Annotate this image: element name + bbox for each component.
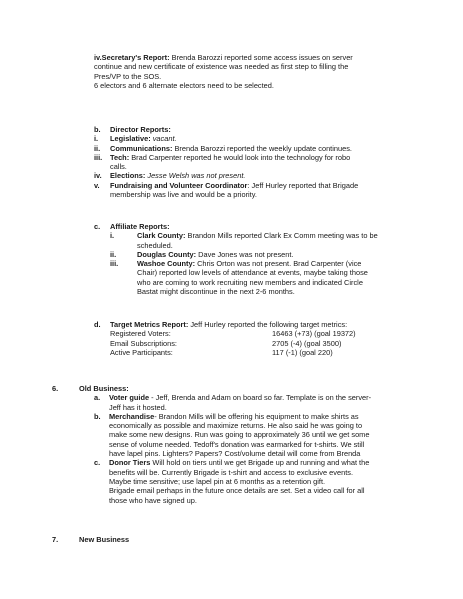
old-business-item-continuation: [52, 477, 432, 486]
new-business: [52, 535, 252, 544]
old-business: [52, 384, 432, 505]
metrics-label: Active Participants:: [110, 347, 173, 357]
continuation-text: sense of volume needed. Tedoff's donation was earmarked for t-shirts. We still: [109, 439, 365, 449]
director-reports: [94, 125, 434, 199]
metrics-value: 2705 (-4) (goal 3500): [272, 338, 342, 348]
affiliate-heading-row: [94, 222, 434, 231]
continuation-text: make some new designs. Run was going to approximately 36 until we get some: [109, 430, 370, 440]
director-item-text: Communications: Brenda Barozzi reported the weekly update continues.: [110, 143, 352, 153]
affiliate-item-text: Clark County: Brandon Mills reported Clark Ex Comm meeting was to be: [137, 231, 378, 241]
secretary-line-2: continue and new certificate of existence was needed as first step to filling the: [94, 62, 349, 72]
director-item-tech: [94, 153, 434, 162]
affiliate-item-continuation: who are coming to work recruiting new members and indicated Circle: [137, 277, 363, 287]
old-business-item-continuation: [52, 486, 432, 495]
affiliate-reports: [94, 222, 434, 296]
old-business-item-marker: c.: [94, 458, 101, 468]
affiliate-marker: c.: [94, 222, 101, 231]
director-item-text: Tech: Brad Carpenter reported he would look into the technology for robo: [110, 152, 351, 162]
affiliate-item-washoe-cont: [94, 278, 434, 287]
old-business-item-voter-guide: [52, 393, 432, 402]
old-business-item-continuation: [52, 421, 432, 430]
affiliate-item-douglas: [94, 250, 434, 259]
metrics-value: 16463 (+73) (goal 19372): [272, 329, 356, 339]
affiliate-item-continuation: Bastat might discontinue in the next 2-6 months.: [137, 287, 295, 297]
old-business-item-text: Voter guide - Jeff, Brenda and Adam on board so far. Template is on the server-: [109, 393, 372, 403]
secretary-line-3: Pres/VP to the SOS.: [94, 71, 162, 81]
affiliate-item-text: Douglas County: Dave Jones was not present.: [137, 249, 294, 259]
continuation-text: benefits will be. Currently Brigade is t-shirt and access to exclusive events.: [109, 467, 353, 477]
old-business-item-continuation: [52, 403, 432, 412]
director-heading-row: [94, 125, 434, 134]
director-item-num: ii.: [94, 143, 101, 153]
affiliate-item-text: Washoe County: Chris Orton was not present. Brad Carpenter (vice: [137, 259, 362, 269]
metrics-heading-row: [94, 320, 434, 329]
old-business-item-continuation: [52, 496, 432, 505]
director-item-continuation: membership was live and would be a priority.: [110, 190, 257, 200]
director-item-tech-cont: [94, 162, 434, 171]
director-item-text: Elections: Jesse Welsh was not present.: [110, 171, 246, 181]
affiliate-item-washoe-cont: [94, 268, 434, 277]
affiliate-item-clark: [94, 231, 434, 240]
old-business-heading-row: [52, 384, 432, 393]
director-item-legislative: [94, 134, 434, 143]
metrics-label: Registered Voters:: [110, 329, 171, 339]
metrics-label: Email Subscriptions:: [110, 338, 177, 348]
continuation-text: Maybe time sensitive; use lapel pin at 6 months as a retention gift.: [109, 476, 326, 486]
continuation-text: have lapel pins. Lighters? Papers? Cost/volume detail will come from Brenda: [109, 449, 361, 459]
affiliate-item-clark-cont: [94, 241, 434, 250]
continuation-text: economically as possible and maximize returns. He also said he was going to: [109, 421, 363, 431]
old-business-item-merchandise: [52, 412, 432, 421]
new-business-num: 7.: [52, 535, 59, 544]
affiliate-item-num: i.: [110, 231, 115, 241]
director-item-num: iv.: [94, 171, 102, 181]
old-business-heading: Old Business:: [79, 384, 129, 393]
affiliate-item-washoe-cont: [94, 287, 434, 296]
director-item-num: iii.: [94, 152, 103, 162]
old-business-num: 6.: [52, 384, 59, 393]
secretary-line-4: 6 electors and 6 alternate electors need to be selected.: [94, 80, 274, 90]
continuation-text: Jeff has it hosted.: [109, 402, 167, 412]
metrics-heading: Target Metrics Report: Jeff Hurley reported the following target metrics:: [110, 320, 348, 329]
secretary-report: [94, 53, 353, 90]
metrics-row: [94, 339, 434, 348]
old-business-item-continuation: [52, 449, 432, 458]
director-item-num: v.: [94, 180, 100, 190]
old-business-item-continuation: [52, 468, 432, 477]
affiliate-item-continuation: Chair) reported low levels of attendance at events, maybe taking those: [137, 268, 368, 278]
continuation-text: those who have signed up.: [109, 495, 197, 505]
affiliate-item-num: ii.: [110, 249, 117, 259]
metrics-value: 117 (-1) (goal 220): [272, 347, 333, 357]
old-business-item-marker: b.: [94, 411, 101, 421]
director-marker: b.: [94, 125, 101, 134]
target-metrics: [94, 320, 434, 357]
director-item-elections: [94, 171, 434, 180]
secretary-line-1: [94, 53, 353, 62]
director-item-num: i.: [94, 134, 99, 144]
director-item-fundraising-cont: [94, 190, 434, 199]
director-heading: Director Reports:: [110, 125, 171, 134]
director-item-fundraising: [94, 181, 434, 190]
director-item-text: Legislative: vacant.: [110, 134, 177, 144]
continuation-text: Brigade email perhaps in the future once details are set. Set a video call for all: [109, 486, 365, 496]
affiliate-item-washoe: [94, 259, 434, 268]
affiliate-heading: Affiliate Reports:: [110, 222, 170, 231]
old-business-item-text: Donor Tiers Will hold on tiers until we get Brigade up and running and what the: [109, 458, 370, 468]
director-item-continuation: calls.: [110, 162, 127, 172]
old-business-item-continuation: [52, 430, 432, 439]
metrics-marker: d.: [94, 320, 101, 329]
old-business-item-continuation: [52, 440, 432, 449]
secretary-text-1: Brenda Barozzi reported some access issues on server: [169, 53, 353, 62]
director-item-text: Fundraising and Volunteer Coordinator: Jeff Hurley reported that Brigade: [110, 180, 359, 190]
affiliate-item-continuation: scheduled.: [137, 240, 173, 250]
affiliate-item-num: iii.: [110, 259, 119, 269]
old-business-item-text: Merchandise- Brandon Mills will be offering his equipment to make shirts as: [109, 411, 359, 421]
old-business-item-donor-tiers: [52, 458, 432, 467]
metrics-row: [94, 348, 434, 357]
new-business-heading-row: [52, 535, 252, 544]
director-item-communications: [94, 144, 434, 153]
new-business-heading: New Business: [79, 535, 130, 544]
metrics-row: [94, 329, 434, 338]
secretary-heading: iv.Secretary's Report:: [94, 53, 170, 62]
old-business-item-marker: a.: [94, 393, 101, 403]
